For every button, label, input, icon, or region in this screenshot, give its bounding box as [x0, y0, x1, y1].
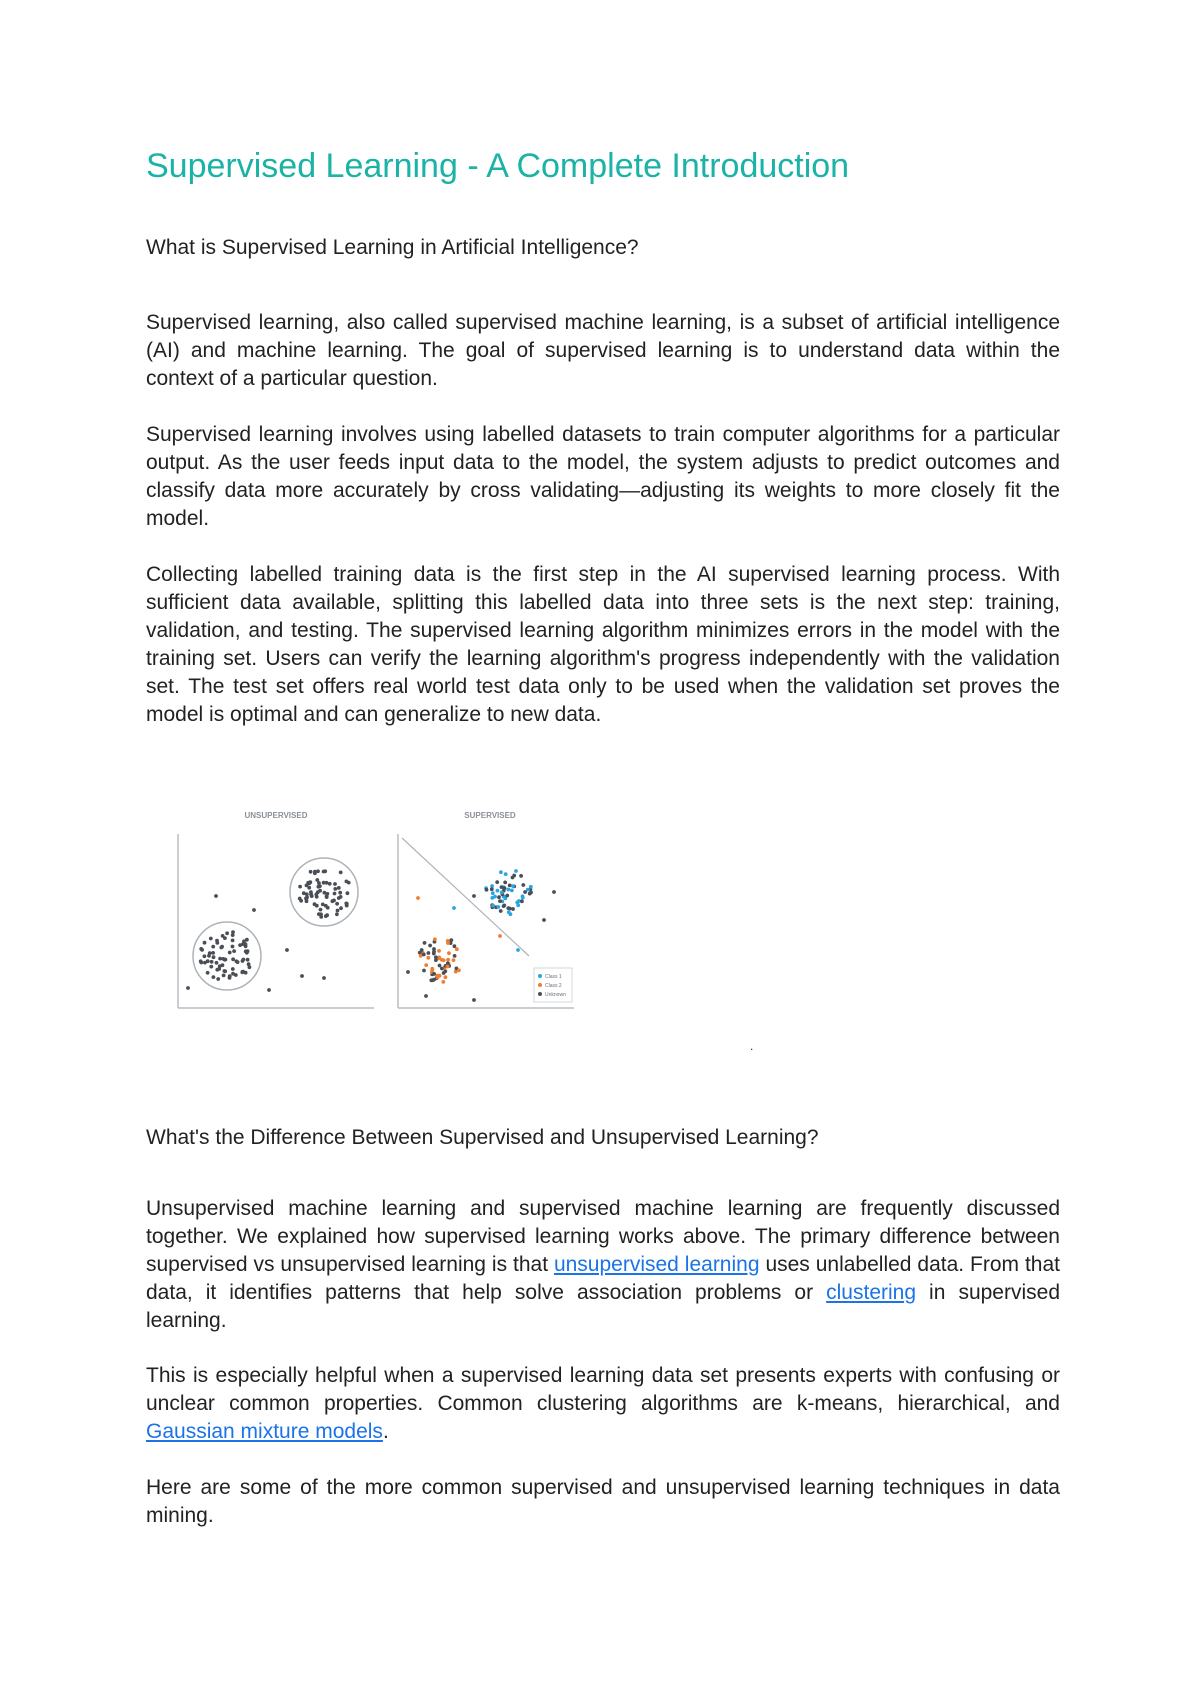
unsupervised-outlier [252, 908, 256, 912]
supervised-point-class-1 [508, 884, 512, 888]
supervised-vs-unsupervised-figure [174, 800, 594, 1020]
supervised-outlier [472, 894, 476, 898]
unsupervised-point [199, 959, 203, 963]
unsupervised-outlier [186, 986, 190, 990]
unsupervised-point [324, 904, 328, 908]
legend-swatch-class-1 [538, 974, 542, 978]
supervised-point-class-2 [446, 958, 450, 962]
supervised-point-class-1 [514, 869, 518, 873]
unsupervised-point [333, 892, 337, 896]
unsupervised-point [231, 933, 235, 937]
unsupervised-point [216, 977, 220, 981]
supervised-point-class-1 [528, 892, 532, 896]
unsupervised-learning-link[interactable]: unsupervised learning [553, 1253, 760, 1276]
supervised-point-class-2 [455, 947, 459, 951]
supervised-outlier [416, 896, 420, 900]
unsupervised-point [231, 939, 235, 943]
supervised-point-class-1 [499, 870, 503, 874]
unsupervised-point [319, 908, 323, 912]
supervised-point-class-2 [438, 964, 442, 968]
section2-heading: What's the Difference Between Supervised and Unsupervised Learning? [146, 1126, 819, 1149]
supervised-point-class-1 [491, 891, 495, 895]
unsupervised-point [244, 944, 248, 948]
unsupervised-point [323, 891, 327, 895]
supervised-point-class-2 [447, 951, 451, 955]
supervised-point-class-1 [529, 885, 533, 889]
unsupervised-outlier [300, 974, 304, 978]
supervised-point-class-2 [440, 967, 444, 971]
supervised-point-class-1 [496, 889, 500, 893]
supervised-point-class-2 [440, 958, 444, 962]
scatter-figure-svg [174, 800, 594, 1020]
supervised-point-class-1 [505, 894, 509, 898]
unsupervised-point [336, 909, 340, 913]
unsupervised-point [212, 955, 216, 959]
unsupervised-point [231, 967, 235, 971]
supervised-point-class-1 [515, 901, 519, 905]
supervised-outlier [452, 906, 456, 910]
unsupervised-point [331, 899, 335, 903]
unsupervised-point [325, 881, 329, 885]
unsupervised-point [228, 974, 232, 978]
supervised-point-class-1 [511, 884, 515, 888]
unsupervised-point [228, 951, 232, 955]
legend-swatch-unknown [538, 992, 542, 996]
unsupervised-point [333, 882, 337, 886]
supervised-point-class-1 [502, 904, 506, 908]
supervised-point-class-1 [526, 888, 530, 892]
supervised-point-class-1 [504, 872, 508, 876]
page-title: Supervised Learning - A Complete Introduction [146, 147, 850, 185]
unsupervised-point [345, 880, 349, 884]
supervised-point-class-2 [428, 944, 432, 948]
section2-p2-text-a: This is especially helpful when a supervised learning data set presents experts with confusing or unclear common properties. Common clustering algorithms are k-means, hierarchical, and [146, 1364, 1060, 1415]
unsupervised-point [212, 975, 216, 979]
unsupervised-point [335, 902, 339, 906]
supervised-point-class-2 [436, 976, 440, 980]
unsupervised-outlier [322, 976, 326, 980]
supervised-point-class-1 [497, 895, 501, 899]
unsupervised-point [211, 945, 215, 949]
section2-paragraph-3: Here are some of the more common supervised and unsupervised learning techniques in data mining. [146, 1476, 1060, 1527]
supervised-point-class-2 [446, 965, 450, 969]
supervised-outlier [406, 970, 410, 974]
section2-p1-text-a: Unsupervised machine learning and supervised machine learning are frequently discussed together. We explained how supervised learning works above. The primary difference between supervised vs unsupervised learning is that [146, 1197, 1060, 1276]
unsupervised-point [346, 891, 350, 895]
unsupervised-point [206, 971, 210, 975]
unsupervised-point [215, 961, 219, 965]
unsupervised-point [223, 936, 227, 940]
clustering-link[interactable]: clustering [826, 1281, 917, 1304]
unsupervised-point [316, 869, 320, 873]
supervised-point-class-1 [496, 905, 500, 909]
supervised-point-class-2 [453, 954, 457, 958]
unsupervised-outlier [214, 894, 218, 898]
supervised-point-class-2 [434, 955, 438, 959]
legend-label-class-1: Class 1 [545, 974, 562, 980]
supervised-point-class-2 [437, 949, 441, 953]
unsupervised-point [221, 963, 225, 967]
supervised-point-class-2 [432, 972, 436, 976]
unsupervised-point [231, 945, 235, 949]
supervised-point-class-2 [452, 958, 456, 962]
unsupervised-point [236, 960, 240, 964]
unsupervised-point [316, 890, 320, 894]
supervised-point-class-1 [510, 889, 514, 893]
supervised-point-class-1 [485, 888, 489, 892]
unsupervised-point [247, 962, 251, 966]
legend-swatch-class-2 [538, 983, 542, 987]
unsupervised-point [222, 974, 226, 978]
unsupervised-point [306, 881, 310, 885]
unsupervised-point [246, 949, 250, 953]
unsupervised-point [315, 878, 319, 882]
supervised-outlier [516, 948, 520, 952]
supervised-point-class-1 [521, 883, 525, 887]
unsupervised-point [223, 969, 227, 973]
section2-p1-text-b: uses unlabelled data. From that data, it identifies patterns that help solve association problems or [146, 1253, 1060, 1304]
supervised-point-class-2 [423, 941, 427, 945]
legend-label-class-2: Class 2 [545, 983, 562, 989]
supervised-outlier [424, 994, 428, 998]
unsupervised-point [199, 947, 203, 951]
section2-paragraph-2 [146, 1362, 1060, 1446]
supervised-point-class-1 [490, 887, 494, 891]
section1-paragraph-1: Supervised learning, also called supervised machine learning, is a subset of artificial intelligence (AI) and machine learning. The goal of supervised learning is to understand data within the context of a particular question. [146, 311, 1060, 390]
section2-paragraph-1 [146, 1195, 1060, 1335]
supervised-point-class-1 [500, 885, 504, 889]
unsupervised-point [337, 896, 341, 900]
unsupervised-point [215, 941, 219, 945]
unsupervised-point [315, 895, 319, 899]
unsupervised-point [339, 906, 343, 910]
section1-heading: What is Supervised Learning in Artificial Intelligence? [146, 236, 639, 259]
unsupervised-point [232, 949, 236, 953]
unsupervised-point [319, 915, 323, 919]
unsupervised-point [241, 970, 245, 974]
supervised-point-class-2 [441, 980, 445, 984]
unsupervised-point [242, 958, 246, 962]
supervised-point-class-1 [520, 899, 524, 903]
unsupervised-point [298, 885, 302, 889]
section1-paragraph-2: Supervised learning involves using labelled datasets to train computer algorithms for a particular output. As the user feeds input data to the model, the system adjusts to predict outcomes and classify data more accurately by cross validating—adjusting its weights to more closely fit the model. [146, 423, 1060, 530]
unsupervised-point [210, 960, 214, 964]
figure-caption: . [750, 1039, 754, 1053]
supervised-point-class-2 [442, 971, 446, 975]
unsupervised-outlier [285, 948, 289, 952]
supervised-outlier [472, 998, 476, 1002]
legend-label-unknown: Unknown [545, 992, 566, 998]
unsupervised-point [231, 957, 235, 961]
supervised-point-class-1 [512, 874, 516, 878]
unsupervised-point [337, 886, 341, 890]
supervised-point-class-2 [422, 969, 426, 973]
supervised-point-class-2 [426, 956, 430, 960]
section1-paragraph-3: Collecting labelled training data is the first step in the AI supervised learning process. With sufficient data available, splitting this labelled data into three sets is the next step: training, validation, and testing. The supervised learning algorithm minimizes errors in the model with the training set. Users can verify the learning algorithm's progress independently with the validation set. The test set offers real world test data only to be used when the validation set proves the model is optimal and can generalize to new data. [146, 563, 1060, 726]
unsupervised-point [220, 945, 224, 949]
unsupervised-point [245, 938, 249, 942]
unsupervised-point [298, 897, 302, 901]
supervised-label: SUPERVISED [464, 811, 516, 820]
supervised-point-class-1 [503, 881, 507, 885]
gaussian-mixture-models-link[interactable]: Gaussian mixture models [146, 1420, 383, 1443]
unsupervised-point [305, 892, 309, 896]
supervised-point-class-2 [424, 963, 428, 967]
supervised-point-class-2 [430, 968, 434, 972]
unsupervised-label: UNSUPERVISED [244, 811, 308, 820]
unsupervised-point [339, 871, 343, 875]
supervised-point-class-1 [499, 909, 503, 913]
unsupervised-point [203, 954, 207, 958]
supervised-point-class-2 [422, 953, 426, 957]
unsupervised-point [317, 885, 321, 889]
supervised-point-class-1 [498, 899, 502, 903]
unsupervised-point [309, 892, 313, 896]
supervised-point-class-1 [521, 896, 525, 900]
unsupervised-point [211, 951, 215, 955]
unsupervised-point [217, 967, 221, 971]
supervised-point-class-2 [444, 975, 448, 979]
unsupervised-point [221, 957, 225, 961]
supervised-point-class-1 [493, 895, 497, 899]
section2-p1-text-c: in supervised learning. [146, 1281, 1060, 1332]
unsupervised-point [309, 870, 313, 874]
unsupervised-point [335, 912, 339, 916]
supervised-outlier [552, 890, 556, 894]
unsupervised-point [209, 937, 213, 941]
supervised-point-class-1 [509, 912, 513, 916]
unsupervised-point [234, 973, 238, 977]
section2-p2-text-b: . [382, 1420, 389, 1443]
supervised-point-class-1 [495, 880, 499, 884]
supervised-point-class-1 [491, 904, 495, 908]
unsupervised-point [322, 870, 326, 874]
unsupervised-point [338, 891, 342, 895]
supervised-point-class-2 [453, 944, 457, 948]
supervised-outlier [498, 934, 502, 938]
supervised-point-class-2 [432, 950, 436, 954]
unsupervised-point [333, 887, 337, 891]
unsupervised-point [209, 965, 213, 969]
supervised-point-class-2 [433, 937, 437, 941]
supervised-point-class-1 [506, 906, 510, 910]
supervised-outlier [542, 918, 546, 922]
unsupervised-point [225, 931, 229, 935]
supervised-point-class-1 [511, 907, 515, 911]
unsupervised-outlier [267, 988, 271, 992]
supervised-point-class-2 [446, 941, 450, 945]
unsupervised-point [207, 954, 211, 958]
supervised-point-class-1 [500, 891, 504, 895]
decision-boundary-line [402, 838, 529, 956]
supervised-point-class-1 [506, 888, 510, 892]
unsupervised-point [206, 959, 210, 963]
unsupervised-point [315, 904, 319, 908]
supervised-point-class-1 [519, 874, 523, 878]
unsupervised-point [325, 913, 329, 917]
unsupervised-point [307, 886, 311, 890]
supervised-point-class-2 [457, 968, 461, 972]
scatter-points [186, 869, 556, 1002]
supervised-point-class-2 [427, 951, 431, 955]
unsupervised-point [246, 958, 250, 962]
unsupervised-point [345, 904, 349, 908]
supervised-point-class-2 [418, 951, 422, 955]
unsupervised-point [203, 941, 207, 945]
